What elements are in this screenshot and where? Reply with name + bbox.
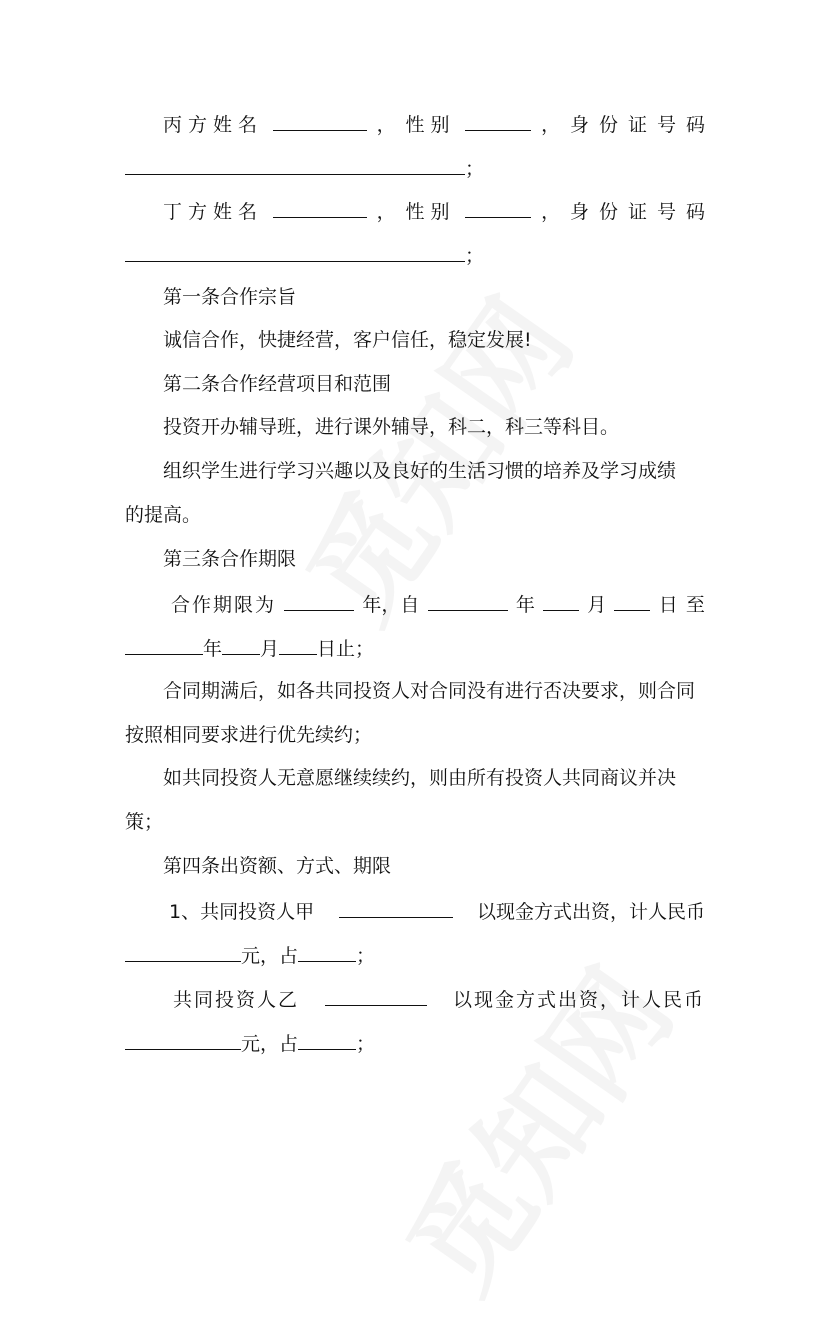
party-bing-row (163, 110, 715, 138)
id-number-row (125, 241, 484, 269)
investment-method: 以现金方式出资，计人民币 (476, 901, 705, 923)
investor-blank[interactable] (339, 897, 453, 918)
article-2-title: 第二条合作经营项目和范围 (163, 373, 392, 395)
id-label: 身份证号码 (569, 114, 715, 136)
article-4-title: 第四条出资额、方式、期限 (163, 855, 392, 877)
end-month-label: 月 (260, 638, 280, 660)
share-blank[interactable] (298, 941, 356, 962)
semicolon: ； (465, 245, 485, 267)
id-number-blank[interactable] (125, 154, 465, 175)
article-3-para-2-line-2: 按照相同要求进行优先续约； (125, 724, 373, 746)
to-label: 至 (685, 594, 705, 616)
comma: ， (376, 114, 396, 136)
end-day-blank[interactable] (279, 634, 317, 655)
investment-method: 以现金方式出资，计人民币 (452, 989, 705, 1011)
id-label: 身份证号码 (569, 201, 715, 223)
id-number-row (125, 154, 484, 182)
investor-yi-row (163, 985, 705, 1013)
gender-label: 性别 (405, 114, 456, 136)
start-year-blank[interactable] (428, 590, 508, 611)
semicolon: ； (356, 945, 376, 967)
start-month-blank[interactable] (543, 590, 579, 611)
article-2-body-2-line-1: 组织学生进行学习兴趣以及良好的生活习惯的培养及学习成绩 (163, 460, 677, 482)
id-number-blank[interactable] (125, 241, 465, 262)
investor-jia-amount-row (125, 941, 375, 969)
end-year-label: 年 (203, 638, 223, 660)
term-end-row (125, 634, 374, 662)
semicolon: ； (465, 158, 485, 180)
article-3-title: 第三条合作期限 (163, 548, 297, 570)
article-2-body-1: 投资开办辅导班，进行课外辅导，科二，科三等科目。 (163, 416, 620, 438)
article-3-para-3-line-2: 策； (125, 811, 164, 833)
comma: ， (541, 114, 561, 136)
share-blank[interactable] (298, 1029, 356, 1050)
term-year-label: 年，自 (362, 594, 420, 616)
term-years-blank[interactable] (284, 590, 354, 611)
name-blank[interactable] (273, 110, 367, 131)
start-year-label: 年 (515, 594, 535, 616)
amount-blank[interactable] (125, 1029, 241, 1050)
start-month-label: 月 (587, 594, 607, 616)
gender-blank[interactable] (465, 197, 531, 218)
term-prefix: 合作期限为 (171, 594, 277, 616)
end-year-blank[interactable] (125, 634, 203, 655)
article-1-title: 第一条合作宗旨 (163, 286, 297, 308)
term-row (163, 590, 705, 618)
amount-unit: 元，占 (241, 945, 299, 967)
article-1-body: 诚信合作，快捷经营，客户信任，稳定发展! (163, 329, 532, 351)
amount-blank[interactable] (125, 941, 241, 962)
comma: ， (541, 201, 561, 223)
investor-jia-row (163, 897, 705, 925)
article-3-para-3-line-1: 如共同投资人无意愿继续续约，则由所有投资人共同商议并决 (163, 767, 677, 789)
gender-label: 性别 (405, 201, 456, 223)
semicolon: ； (356, 1033, 376, 1055)
article-3-para-2-line-1: 合同期满后，如各共同投资人对合同没有进行否决要求，则合同 (163, 680, 696, 702)
comma: ， (376, 201, 396, 223)
end-month-blank[interactable] (222, 634, 260, 655)
amount-unit: 元，占 (241, 1033, 299, 1055)
investor-label: 1、共同投资人甲 (169, 901, 315, 923)
investor-label: 共同投资人乙 (173, 989, 300, 1011)
name-blank[interactable] (273, 197, 367, 218)
end-day-label: 日止； (317, 638, 375, 660)
start-day-blank[interactable] (614, 590, 650, 611)
investor-blank[interactable] (325, 985, 427, 1006)
party-name-label: 丙方姓名 (163, 114, 264, 136)
party-ding-row (163, 197, 715, 225)
start-day-label: 日 (658, 594, 678, 616)
investor-yi-amount-row (125, 1029, 375, 1057)
party-name-label: 丁方姓名 (163, 201, 264, 223)
article-2-body-2-line-2: 的提高。 (125, 504, 202, 526)
gender-blank[interactable] (465, 110, 531, 131)
